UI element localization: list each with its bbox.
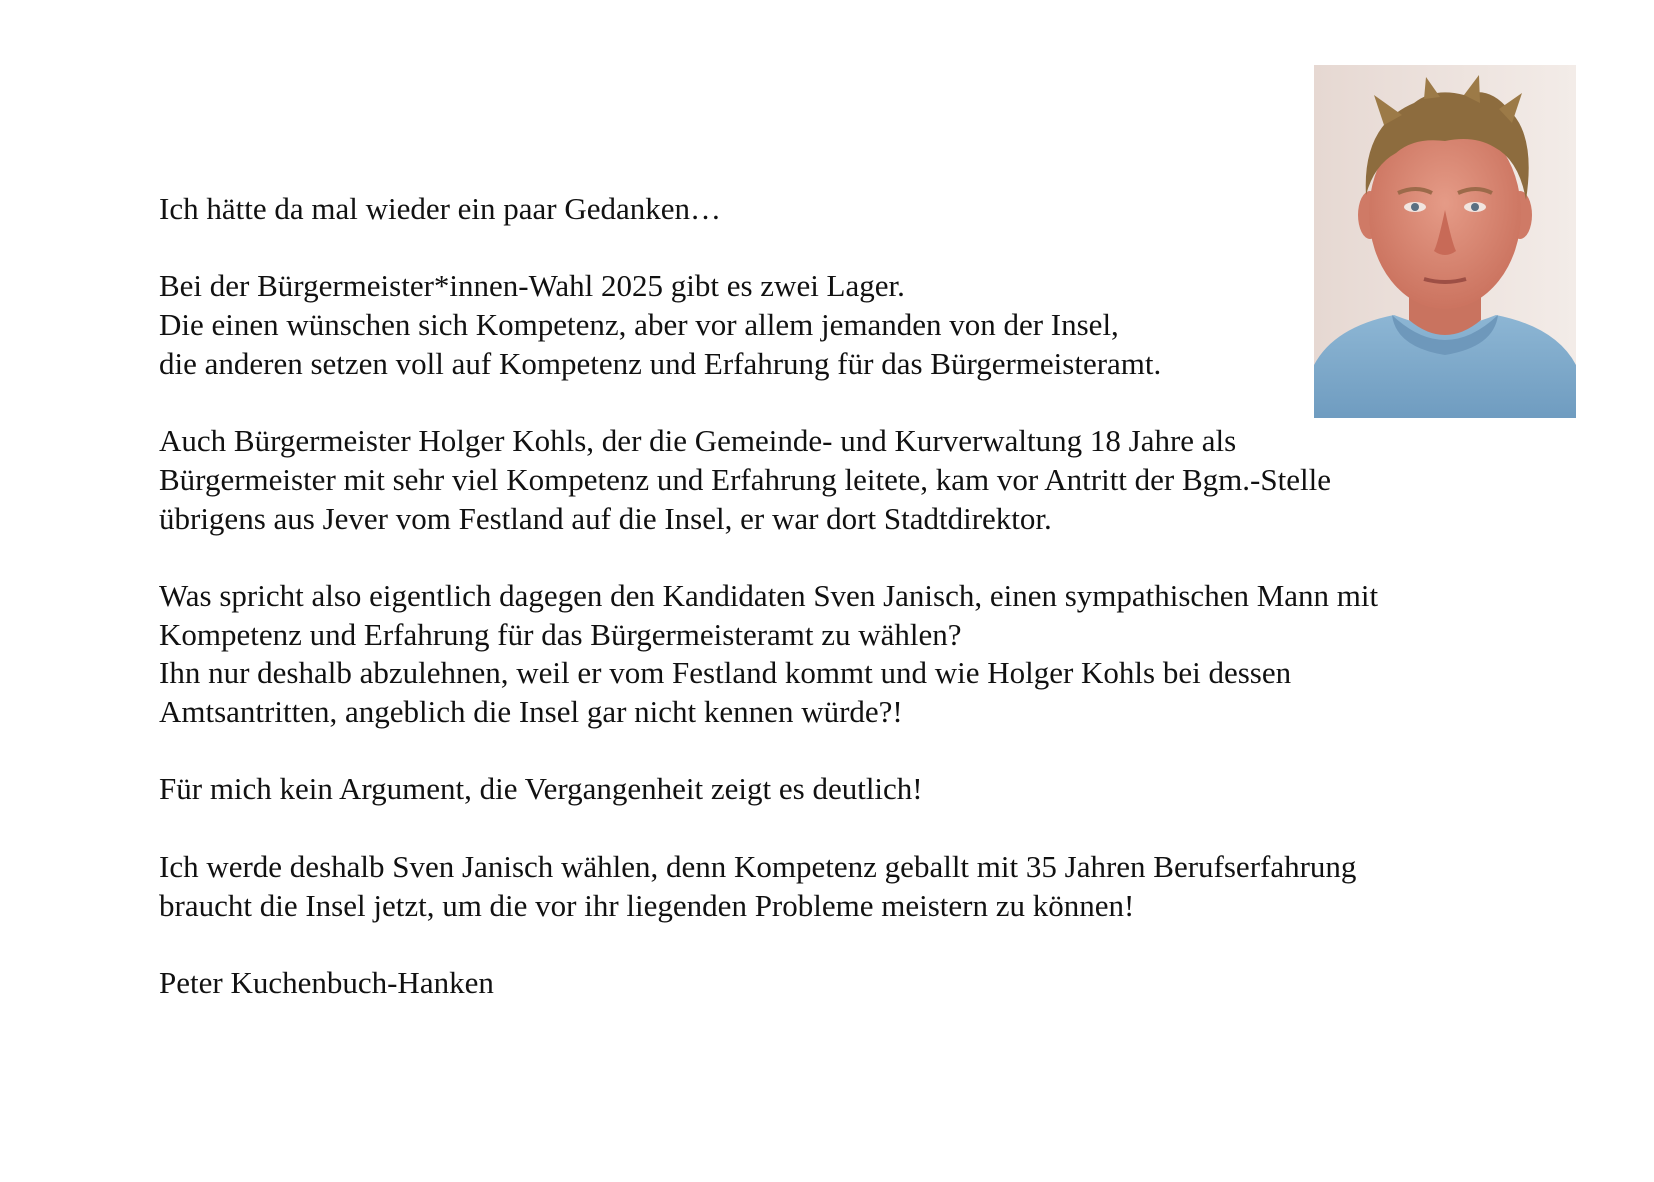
letter-signature: Peter Kuchenbuch-Hanken <box>159 964 494 1000</box>
paragraph-1 <box>159 267 1499 383</box>
paragraph-line: die anderen setzen voll auf Kompetenz und Erfahrung für das Bürgermeisteramt. <box>159 345 1162 381</box>
paragraph-2 <box>159 422 1499 538</box>
paragraph-spacer <box>159 229 1499 268</box>
paragraph-spacer <box>159 809 1499 848</box>
paragraph-4 <box>159 770 1499 809</box>
paragraph-line: Amtsantritten, angeblich die Insel gar nicht kennen würde?! <box>159 694 903 730</box>
paragraph-line: Was spricht also eigentlich dagegen den Kandidaten Sven Janisch, einen sympathischen Mann mit <box>159 577 1379 613</box>
paragraph-line: Für mich kein Argument, die Vergangenheit zeigt es deutlich! <box>159 771 923 807</box>
paragraph-line: Die einen wünschen sich Kompetenz, aber vor allem jemanden von der Insel, <box>159 307 1119 343</box>
letter-greeting: Ich hätte da mal wieder ein paar Gedanken… <box>159 191 722 226</box>
paragraph-line: Bürgermeister mit sehr viel Kompetenz und Erfahrung leitete, kam vor Antritt der Bgm.-Stelle <box>159 461 1331 497</box>
paragraph-3 <box>159 577 1499 732</box>
paragraph-spacer <box>159 732 1499 771</box>
paragraph-line: übrigens aus Jever vom Festland auf die Insel, er war dort Stadtdirektor. <box>159 500 1052 536</box>
paragraph-line: Auch Bürgermeister Holger Kohls, der die Gemeinde- und Kurverwaltung 18 Jahre als <box>159 423 1237 459</box>
paragraph-5 <box>159 848 1499 925</box>
paragraph-spacer <box>159 538 1499 577</box>
paragraph-line: Kompetenz und Erfahrung für das Bürgermeisteramt zu wählen? <box>159 616 962 652</box>
letter-body <box>159 190 1499 1003</box>
paragraph-spacer <box>159 925 1499 964</box>
paragraph-line: Bei der Bürgermeister*innen-Wahl 2025 gibt es zwei Lager. <box>159 268 905 304</box>
paragraph-line: braucht die Insel jetzt, um die vor ihr liegenden Probleme meistern zu können! <box>159 887 1135 923</box>
paragraph-line: Ihn nur deshalb abzulehnen, weil er vom Festland kommt und wie Holger Kohls bei dessen <box>159 655 1292 691</box>
paragraph-line: Ich werde deshalb Sven Janisch wählen, denn Kompetenz geballt mit 35 Jahren Berufserfahrung <box>159 848 1357 884</box>
paragraph-spacer <box>159 384 1499 423</box>
